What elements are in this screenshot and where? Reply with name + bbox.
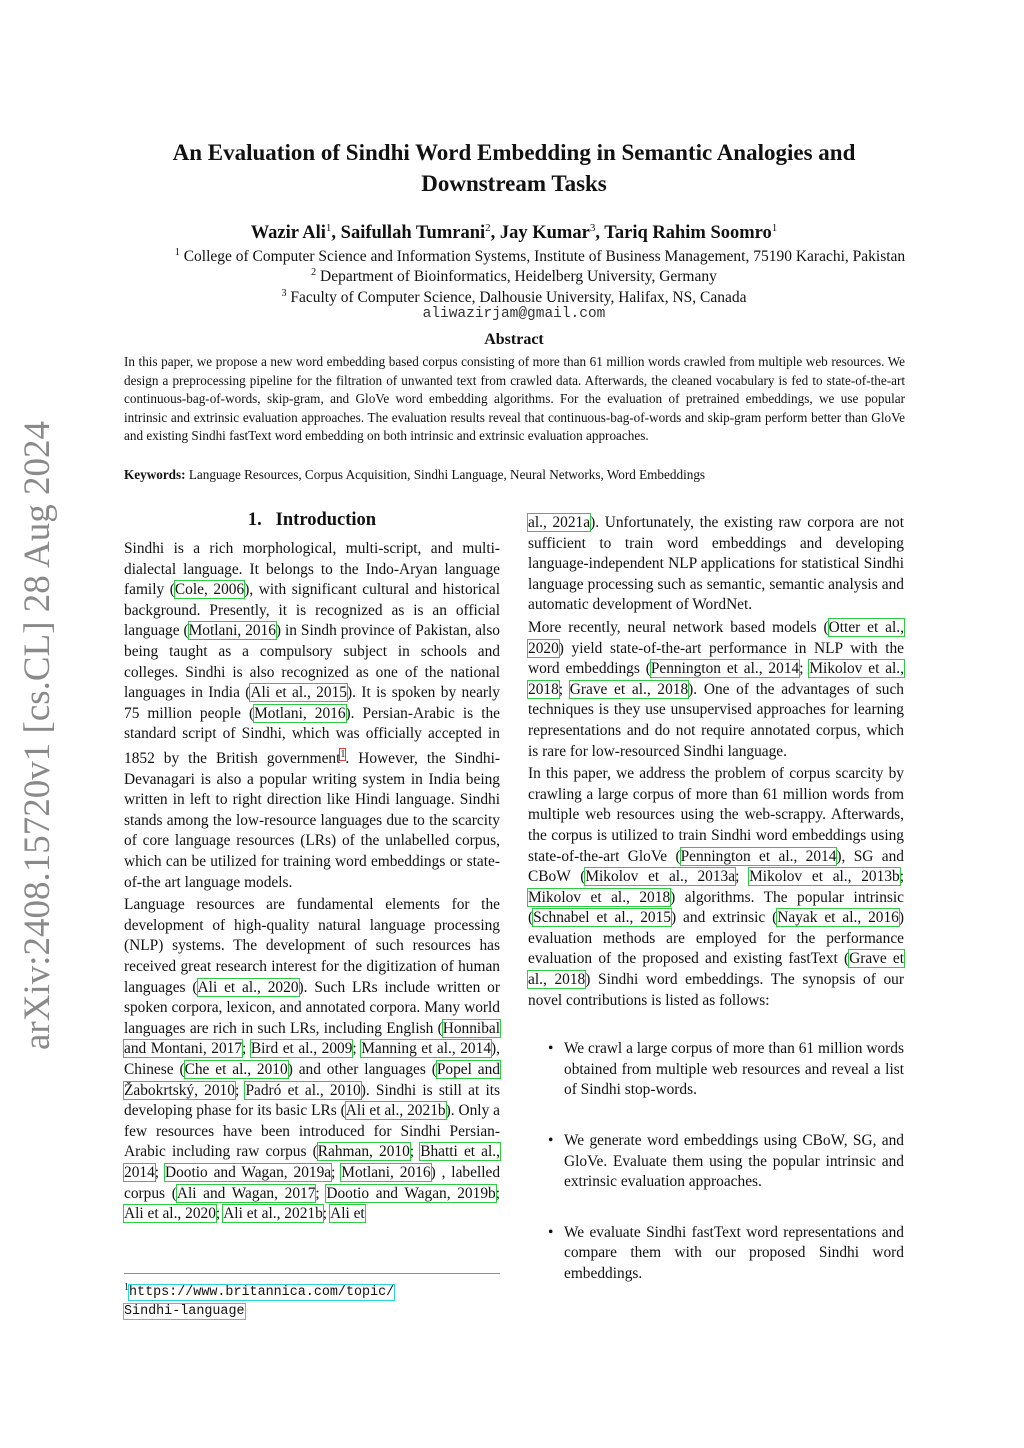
arxiv-identifier: arXiv:2408.15720v1 [cs.CL] 28 Aug 2024: [17, 421, 58, 1050]
citation-link[interactable]: Padró et al., 2010: [245, 1081, 361, 1099]
right-column: [528, 513, 904, 1315]
citation-link[interactable]: Ali et al., 2020: [124, 1205, 216, 1223]
text-run: ;: [409, 1143, 421, 1161]
affiliation-mark: 1: [771, 222, 778, 234]
text-run: ;: [322, 1205, 331, 1223]
text-run: ). Such LRs include written or spoken corpora, lexicon, and annotated corpora. Many world languages are rich in such LRs, including English (: [124, 978, 500, 1037]
text-run: ), Chinese (: [124, 1040, 501, 1078]
citation-link[interactable]: Pennington et al., 2014: [680, 847, 837, 865]
paragraph: [528, 764, 904, 1011]
text-run: ;: [899, 868, 904, 886]
text-run: ;: [352, 1040, 362, 1058]
text-run: ;: [215, 1205, 224, 1223]
affiliation-text: College of Computer Science and Information Systems, Institute of Business Management, 75190 Karachi, Pakistan: [183, 248, 906, 266]
author-list: Wazir Ali$^1$, Saifullah Tumrani$^2$, Jay Kumar$^3$, Tariq Rahim Soomro$^1$: [250, 222, 778, 244]
text-run: More recently, neural network based models (: [528, 618, 829, 636]
section-heading: [124, 510, 500, 531]
text-run: ). Unfortunately, the existing raw corpora are not sufficient to train word embeddings and developing language-independent NLP applications for statistical Sindhi language processing such as semantic, semantic analysis and automatic development of WordNet.: [528, 514, 904, 614]
citation-link[interactable]: Mikolov et al., 2018: [528, 888, 671, 906]
list-item: • We generate word embeddings using CBoW, SG, and GloVe. Evaluate them using the popular intrinsic and extrinsic evaluation approaches.: [550, 1131, 904, 1193]
text-run: ;: [495, 1184, 500, 1202]
citation-link[interactable]: Ali et al., 2021b: [223, 1205, 323, 1223]
footnote-ref[interactable]: 1: [340, 748, 346, 760]
text-run: ) algorithms. The popular intrinsic (: [528, 888, 904, 927]
section-number: 1.: [247, 510, 262, 530]
affiliation-number: 3: [281, 288, 287, 299]
citation-link[interactable]: Motlani, 2016: [188, 622, 276, 640]
affiliation-text: Department of Bioinformatics, Heidelberg University, Germany: [320, 268, 717, 286]
citation-link[interactable]: Bird et al., 2009: [250, 1040, 353, 1058]
affiliation-mark: 3: [589, 222, 596, 234]
section-title: Introduction: [275, 510, 377, 530]
author-name: Tariq Rahim Soomro: [604, 223, 772, 244]
text-run: Language resources are fundamental elements for the development of high-quality natural language processing (NLP) systems. The development of such resources has received great research interest for the digitization of human languages (: [124, 896, 500, 996]
citation-link[interactable]: Dootio and Wagan, 2019b: [326, 1184, 496, 1202]
footnote-link[interactable]: https://www.britannica.com/topic/ Sindhi-language: [124, 1285, 395, 1320]
text-run: ). Sindhi is still at its developing phase for its basic LRs (: [124, 1081, 501, 1120]
paper-title: An Evaluation of Sindhi Word Embedding in Semantic Analogies and Downstream Tasks: [172, 140, 856, 196]
citation-link[interactable]: Grave et al., 2018: [569, 680, 689, 698]
citation-link[interactable]: Pennington et al., 2014: [650, 660, 800, 678]
text-run: ), SG and CBoW (: [528, 847, 904, 886]
list-item: • We evaluate Sindhi fastText word representations and compare them with our proposed Sindhi word embeddings.: [550, 1223, 904, 1285]
left-column: [124, 539, 500, 1227]
citation-link[interactable]: Dootio and Wagan, 2019a: [164, 1163, 332, 1181]
citation-link[interactable]: Mikolov et al., 2013a: [585, 868, 736, 886]
citation-link[interactable]: Ali et al., 2020: [197, 978, 299, 996]
citation-link[interactable]: Motlani, 2016: [341, 1163, 431, 1181]
text-run: ). It is spoken by nearly 75 million people (: [124, 684, 500, 722]
text-run: ) , labelled corpus (: [124, 1163, 501, 1202]
citation-link[interactable]: Rahman, 2010: [317, 1143, 410, 1161]
text-run: ) in Sindh province of Pakistan, also being taught as a compulsory subject in schools and colleges. Sindhi is also recognized as one of the national languages in India (: [124, 622, 500, 702]
text-run: ;: [154, 1163, 165, 1181]
text-run: ;: [315, 1184, 327, 1202]
text-run: ;: [234, 1081, 246, 1099]
author-name: Saifullah Tumrani: [340, 223, 486, 244]
text-run: ) evaluation methods are employed for the performance evaluation of the proposed and existing fastText (: [528, 909, 905, 968]
text-run: ). One of the advantages of such techniques is they use unsupervised approaches for learning representations and do not require annotated corpus, which is rare for low-resourced Sindhi language.: [528, 680, 904, 760]
footnote-divider: [124, 1273, 500, 1274]
paragraph: [528, 618, 904, 762]
paragraph: [124, 895, 500, 1225]
author-name: Wazir Ali: [250, 223, 326, 244]
citation-link[interactable]: Ali et al., 2015: [250, 684, 347, 702]
contribution-list: [528, 1039, 904, 1284]
text-run: ;: [799, 660, 810, 678]
abstract-heading: Abstract: [484, 331, 544, 348]
text-run: ) and other languages (: [287, 1060, 437, 1078]
paragraph: [528, 513, 904, 616]
citation-link[interactable]: Motlani, 2016: [254, 704, 346, 722]
text-run: In this paper, we address the problem of corpus scarcity by crawling a large corpus of more than 61 million words from multiple web resources using the web-scrappy. Afterwards, the corpus is utilized to train Sindhi word embeddings using state-of-the-art GloVe (: [528, 765, 904, 865]
citation-link[interactable]: Grave et al., 2018: [528, 950, 904, 989]
footnote: [124, 1278, 500, 1321]
affiliation-mark: 2: [485, 222, 491, 234]
contact-email[interactable]: aliwazirjam@gmail.com: [422, 306, 606, 322]
citation-link[interactable]: Ali et: [330, 1205, 365, 1223]
affiliation-3: [120, 284, 908, 308]
keywords-label: Keywords:: [124, 467, 186, 482]
citation-link[interactable]: Otter et al., 2020: [528, 618, 904, 657]
text-run: . However, the Sindhi-Devanagari is also a popular writing system in India being written in left to right direction like Hindi language. Sindhi stands among the low-resource languages due to the scarcity of core language resources (LRs) of the unlabelled corpus, which can be utilized for training word embeddings or state-of-the art language models.: [124, 750, 501, 891]
affiliation-mark: 1: [325, 222, 332, 234]
text-run: ;: [735, 868, 750, 886]
citation-link[interactable]: Ali et al., 2021b: [345, 1102, 446, 1120]
author-name: Jay Kumar: [499, 223, 590, 244]
citation-link[interactable]: Bhatti et al., 2014: [124, 1143, 500, 1181]
citation-link[interactable]: Mikolov et al., 2013b: [749, 868, 900, 886]
paragraph: [124, 539, 500, 893]
list-item: • We crawl a large corpus of more than 61 million words obtained from multiple web resources and reveal a list of Sindhi stop-words.: [550, 1039, 904, 1101]
text-run: ), with significant cultural and historical background. Presently, it is recognized as is an official language (: [124, 581, 500, 640]
keywords: [124, 466, 905, 485]
affiliation-number: 2: [311, 267, 317, 278]
affiliation-text: Faculty of Computer Science, Dalhousie University, Halifax, NS, Canada: [290, 289, 747, 307]
text-run: ) and extrinsic (: [671, 909, 778, 927]
citation-link[interactable]: al., 2021a: [528, 514, 591, 531]
keywords-text: Language Resources, Corpus Acquisition, Sindhi Language, Neural Networks, Word Embeddings: [185, 467, 706, 482]
text-run: ). Persian-Arabic is the standard script of Sindhi, which was officially accepted in 1852 by the British government: [124, 704, 500, 768]
citation-link[interactable]: Mikolov et al., 2018: [528, 660, 904, 698]
footnote-number: 1: [124, 1282, 129, 1293]
citation-link[interactable]: Cole, 2006: [174, 581, 245, 599]
citation-link[interactable]: Che et al., 2010: [184, 1060, 288, 1078]
text-run: ;: [242, 1040, 251, 1058]
text-run: ;: [331, 1163, 342, 1181]
text-run: ). Only a few resources have been introduced for Sindhi Persian-Arabic including raw corpus (: [124, 1102, 501, 1161]
citation-link[interactable]: Schnabel et al., 2015: [533, 909, 672, 927]
citation-link[interactable]: Nayak et al., 2016: [777, 909, 899, 927]
affiliation-number: 1: [174, 247, 180, 258]
citation-link[interactable]: Manning et al., 2014: [361, 1040, 492, 1058]
citation-link[interactable]: Popel and Žabokrtský, 2010: [124, 1060, 500, 1099]
abstract-text: In this paper, we propose a new word embedding based corpus consisting of more than 61 million words crawled from multiple web resources. We design a preprocessing pipeline for the filtration of unwanted text from crawled data. Afterwards, the cleaned vocabulary is fed to state-of-the-art continuous-bag-of-words, skip-gram, and GloVe word embedding algorithms. For the evaluation of pretrained embeddings, we use popular intrinsic and extrinsic evaluation approaches. The evaluation results reveal that continuous-bag-of-words and skip-gram perform better than GloVe and existing Sindhi fastText word embedding on both intrinsic and extrinsic evaluation approaches.: [124, 354, 905, 444]
text-run: Sindhi is a rich morphological, multi-script, and multi-dialectal language. It belongs to the Indo-Aryan language family (: [124, 540, 500, 599]
text-run: ) Sindhi word embeddings. The synopsis of our novel contributions is listed as follows:: [528, 971, 905, 1009]
text-run: ;: [558, 680, 570, 698]
citation-link[interactable]: Honnibal and Montani, 2017: [124, 1019, 500, 1058]
text-run: ) yield state-of-the-art performance in NLP with the word embeddings (: [528, 639, 904, 678]
citation-link[interactable]: Ali and Wagan, 2017: [176, 1184, 316, 1202]
